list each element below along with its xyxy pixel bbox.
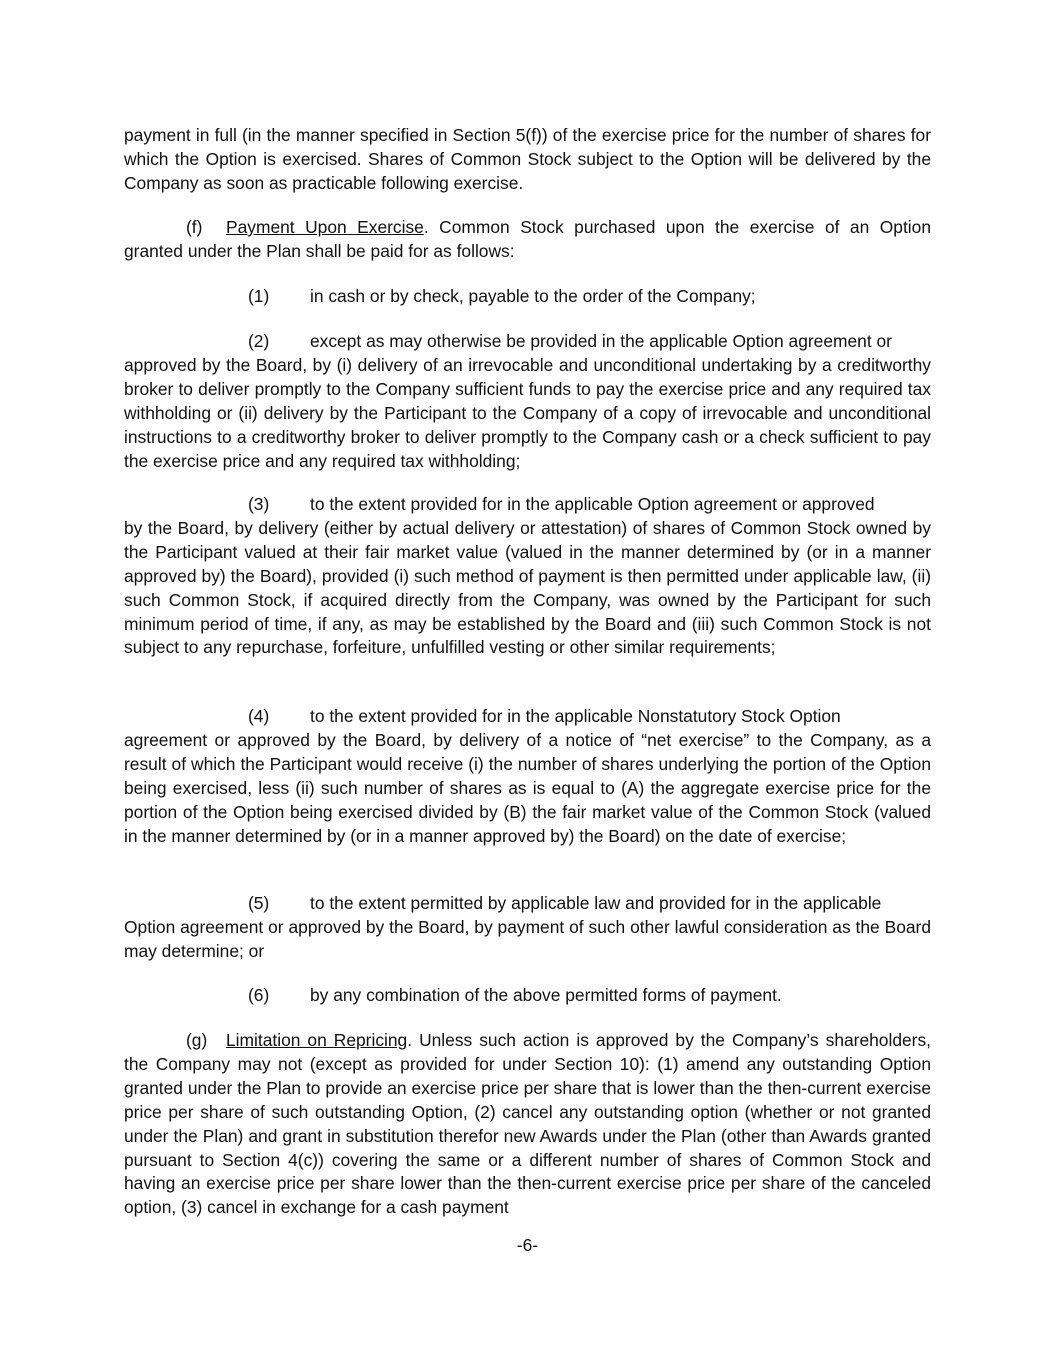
section-g-heading: Limitation on Repricing bbox=[226, 1030, 408, 1050]
item-1-paragraph bbox=[124, 285, 931, 309]
item-3-first-line: to the extent provided for in the applicable Option agreement or approved bbox=[310, 494, 875, 514]
item-1-number: (1) bbox=[248, 286, 270, 306]
item-5-first-line: to the extent permitted by applicable law and provided for in the applicable bbox=[310, 893, 882, 913]
section-g-paragraph bbox=[124, 1029, 931, 1220]
item-2-number: (2) bbox=[248, 331, 270, 351]
item-3-continuation: by the Board, by delivery (either by actual delivery or attestation) of shares of Common Stock owned by the Participant valued at their fair market value (valued in the manner determined by (or in a manner approved by) the Board), provided (i) such method of payment is then permitted under applicable law, (ii) such Common Stock, if acquired directly from the Company, was owned by the Participant for such minimum period of time, if any, as may be established by the Board and (iii) such Common Stock is not subject to any repurchase, forfeiture, unfulfilled vesting or other similar requirements; bbox=[124, 517, 931, 658]
page-number: -6- bbox=[516, 1235, 539, 1255]
item-4-first-line: to the extent provided for in the applicable Nonstatutory Stock Option bbox=[310, 706, 841, 726]
item-6-text: by any combination of the above permitted forms of payment. bbox=[310, 985, 782, 1005]
item-1-text: in cash or by check, payable to the order of the Company; bbox=[310, 286, 756, 306]
section-g-text: . Unless such action is approved by the Company’s shareholders, the Company may not (except as provided for under Section 10): (1) amend any outstanding Option granted under the Plan to provide an exercise price per share that is lower than the then-current exercise price per share of such outstanding Option, (2) cancel any outstanding option (whether or not granted under the Plan) and grant in substitution therefor new Awards under the Plan (other than Awards granted pursuant to Section 4(c)) covering the same or a different number of shares of Common Stock and having an exercise price per share lower than the then-current exercise price per share of the canceled option, (3) cancel in exchange for a cash payment bbox=[124, 1030, 931, 1218]
section-f-heading: Payment Upon Exercise bbox=[226, 217, 424, 237]
item-2-continuation: approved by the Board, by (i) delivery of an irrevocable and unconditional undertaking by a creditworthy broker to deliver promptly to the Company sufficient funds to pay the exercise price and any required tax withholding or (ii) delivery by the Participant to the Company of a copy of irrevocable and unconditional instructions to a creditworthy broker to deliver promptly to the Company cash or a check sufficient to pay the exercise price and any required tax withholding; bbox=[124, 354, 931, 471]
item-4-continuation: agreement or approved by the Board, by delivery of a notice of “net exercise” to the Company, as a result of which the Participant would receive (i) the number of shares underlying the portion of the Option being exercised, less (ii) such number of shares as is equal to (A) the aggregate exercise price for the portion of the Option being exercised divided by (B) the fair market value of the Common Stock (valued in the manner determined by (or in a manner approved by) the Board) on the date of exercise; bbox=[124, 729, 931, 846]
item-3-paragraph bbox=[124, 493, 931, 660]
item-2-first-line: except as may otherwise be provided in the applicable Option agreement or bbox=[310, 331, 892, 351]
item-4-paragraph bbox=[124, 705, 931, 848]
item-6-paragraph bbox=[124, 984, 931, 1008]
item-5-number: (5) bbox=[248, 893, 270, 913]
item-3-number: (3) bbox=[248, 494, 270, 514]
opening-paragraph: payment in full (in the manner specified in Section 5(f)) of the exercise price for the number of shares for which the Option is exercised. Shares of Common Stock subject to the Option will be delivered by the Company as soon as practicable following exercise. bbox=[124, 125, 931, 193]
item-5-continuation: Option agreement or approved by the Board, by payment of such other lawful consideration as the Board may determine; or bbox=[124, 916, 931, 961]
section-f-paragraph bbox=[124, 216, 931, 264]
item-2-paragraph bbox=[124, 330, 931, 473]
item-5-paragraph bbox=[124, 892, 931, 964]
section-f-label: (f) bbox=[186, 217, 203, 237]
item-6-number: (6) bbox=[248, 985, 270, 1005]
section-g-label: (g) bbox=[186, 1030, 208, 1050]
item-4-number: (4) bbox=[248, 706, 270, 726]
section-f-text: . Common Stock purchased upon the exercise of an Option granted under the Plan shall be paid for as follows: bbox=[124, 217, 931, 261]
